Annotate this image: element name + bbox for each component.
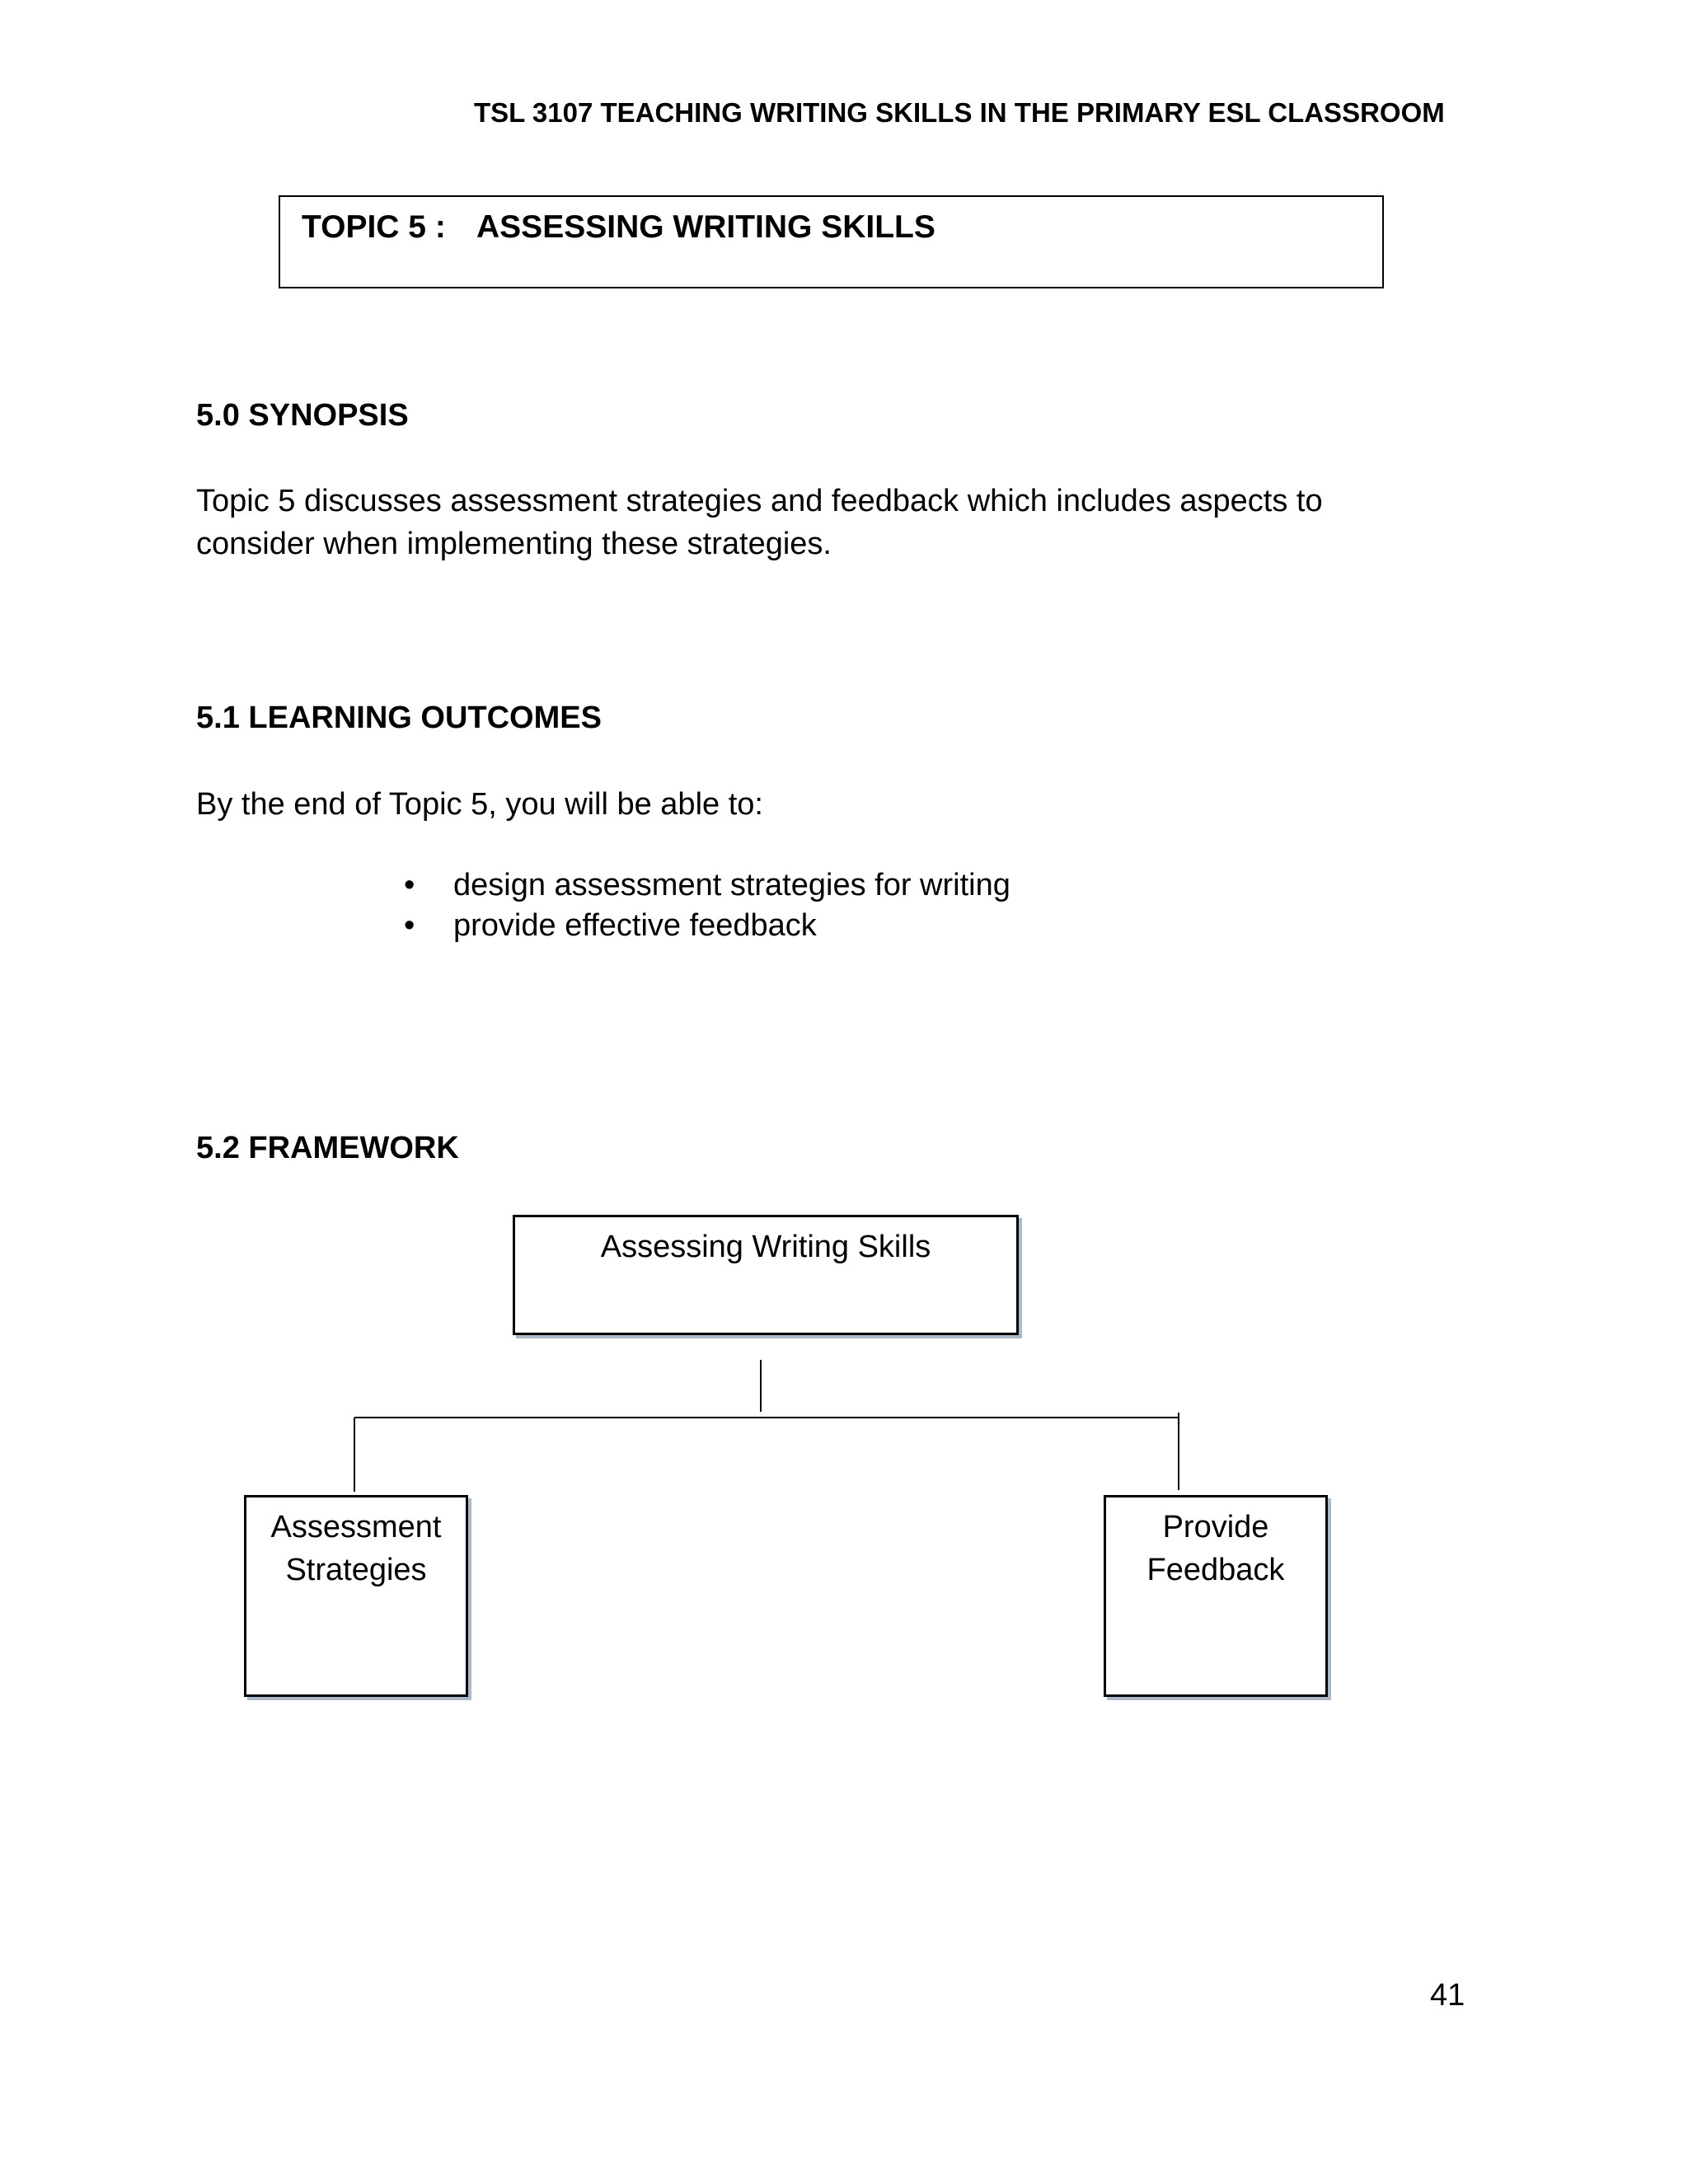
- topic-number: TOPIC 5 :: [302, 209, 446, 245]
- topic-title: ASSESSING WRITING SKILLS: [476, 209, 935, 245]
- framework-provide-feedback-box: [1104, 1495, 1328, 1697]
- bullet-icon: •: [404, 868, 415, 902]
- list-item: • design assessment strategies for writing: [396, 865, 1010, 906]
- synopsis-text: Topic 5 discusses assessment strategies and feedback which includes aspects to consider when implementing these strategies.: [196, 484, 1323, 561]
- bullet-icon: •: [404, 908, 415, 943]
- framework-root-box: [513, 1215, 1019, 1335]
- learning-outcomes-heading: 5.1 LEARNING OUTCOMES: [196, 701, 602, 735]
- framework-root-label: Assessing Writing Skills: [600, 1230, 931, 1264]
- framework-left-label: Assessment Strategies: [270, 1510, 442, 1587]
- learning-outcomes-intro: By the end of Topic 5, you will be able to:: [196, 787, 763, 822]
- running-header: TSL 3107 TEACHING WRITING SKILLS IN THE PRIMARY ESL CLASSROOM: [474, 97, 1445, 128]
- page-number: 41: [1430, 1978, 1465, 2013]
- framework-right-label: Provide Feedback: [1146, 1510, 1285, 1587]
- synopsis-heading: 5.0 SYNOPSIS: [196, 398, 409, 433]
- framework-heading: 5.2 FRAMEWORK: [196, 1131, 459, 1165]
- list-item: • provide effective feedback: [396, 906, 1010, 946]
- framework-assessment-strategies-box: [244, 1495, 468, 1697]
